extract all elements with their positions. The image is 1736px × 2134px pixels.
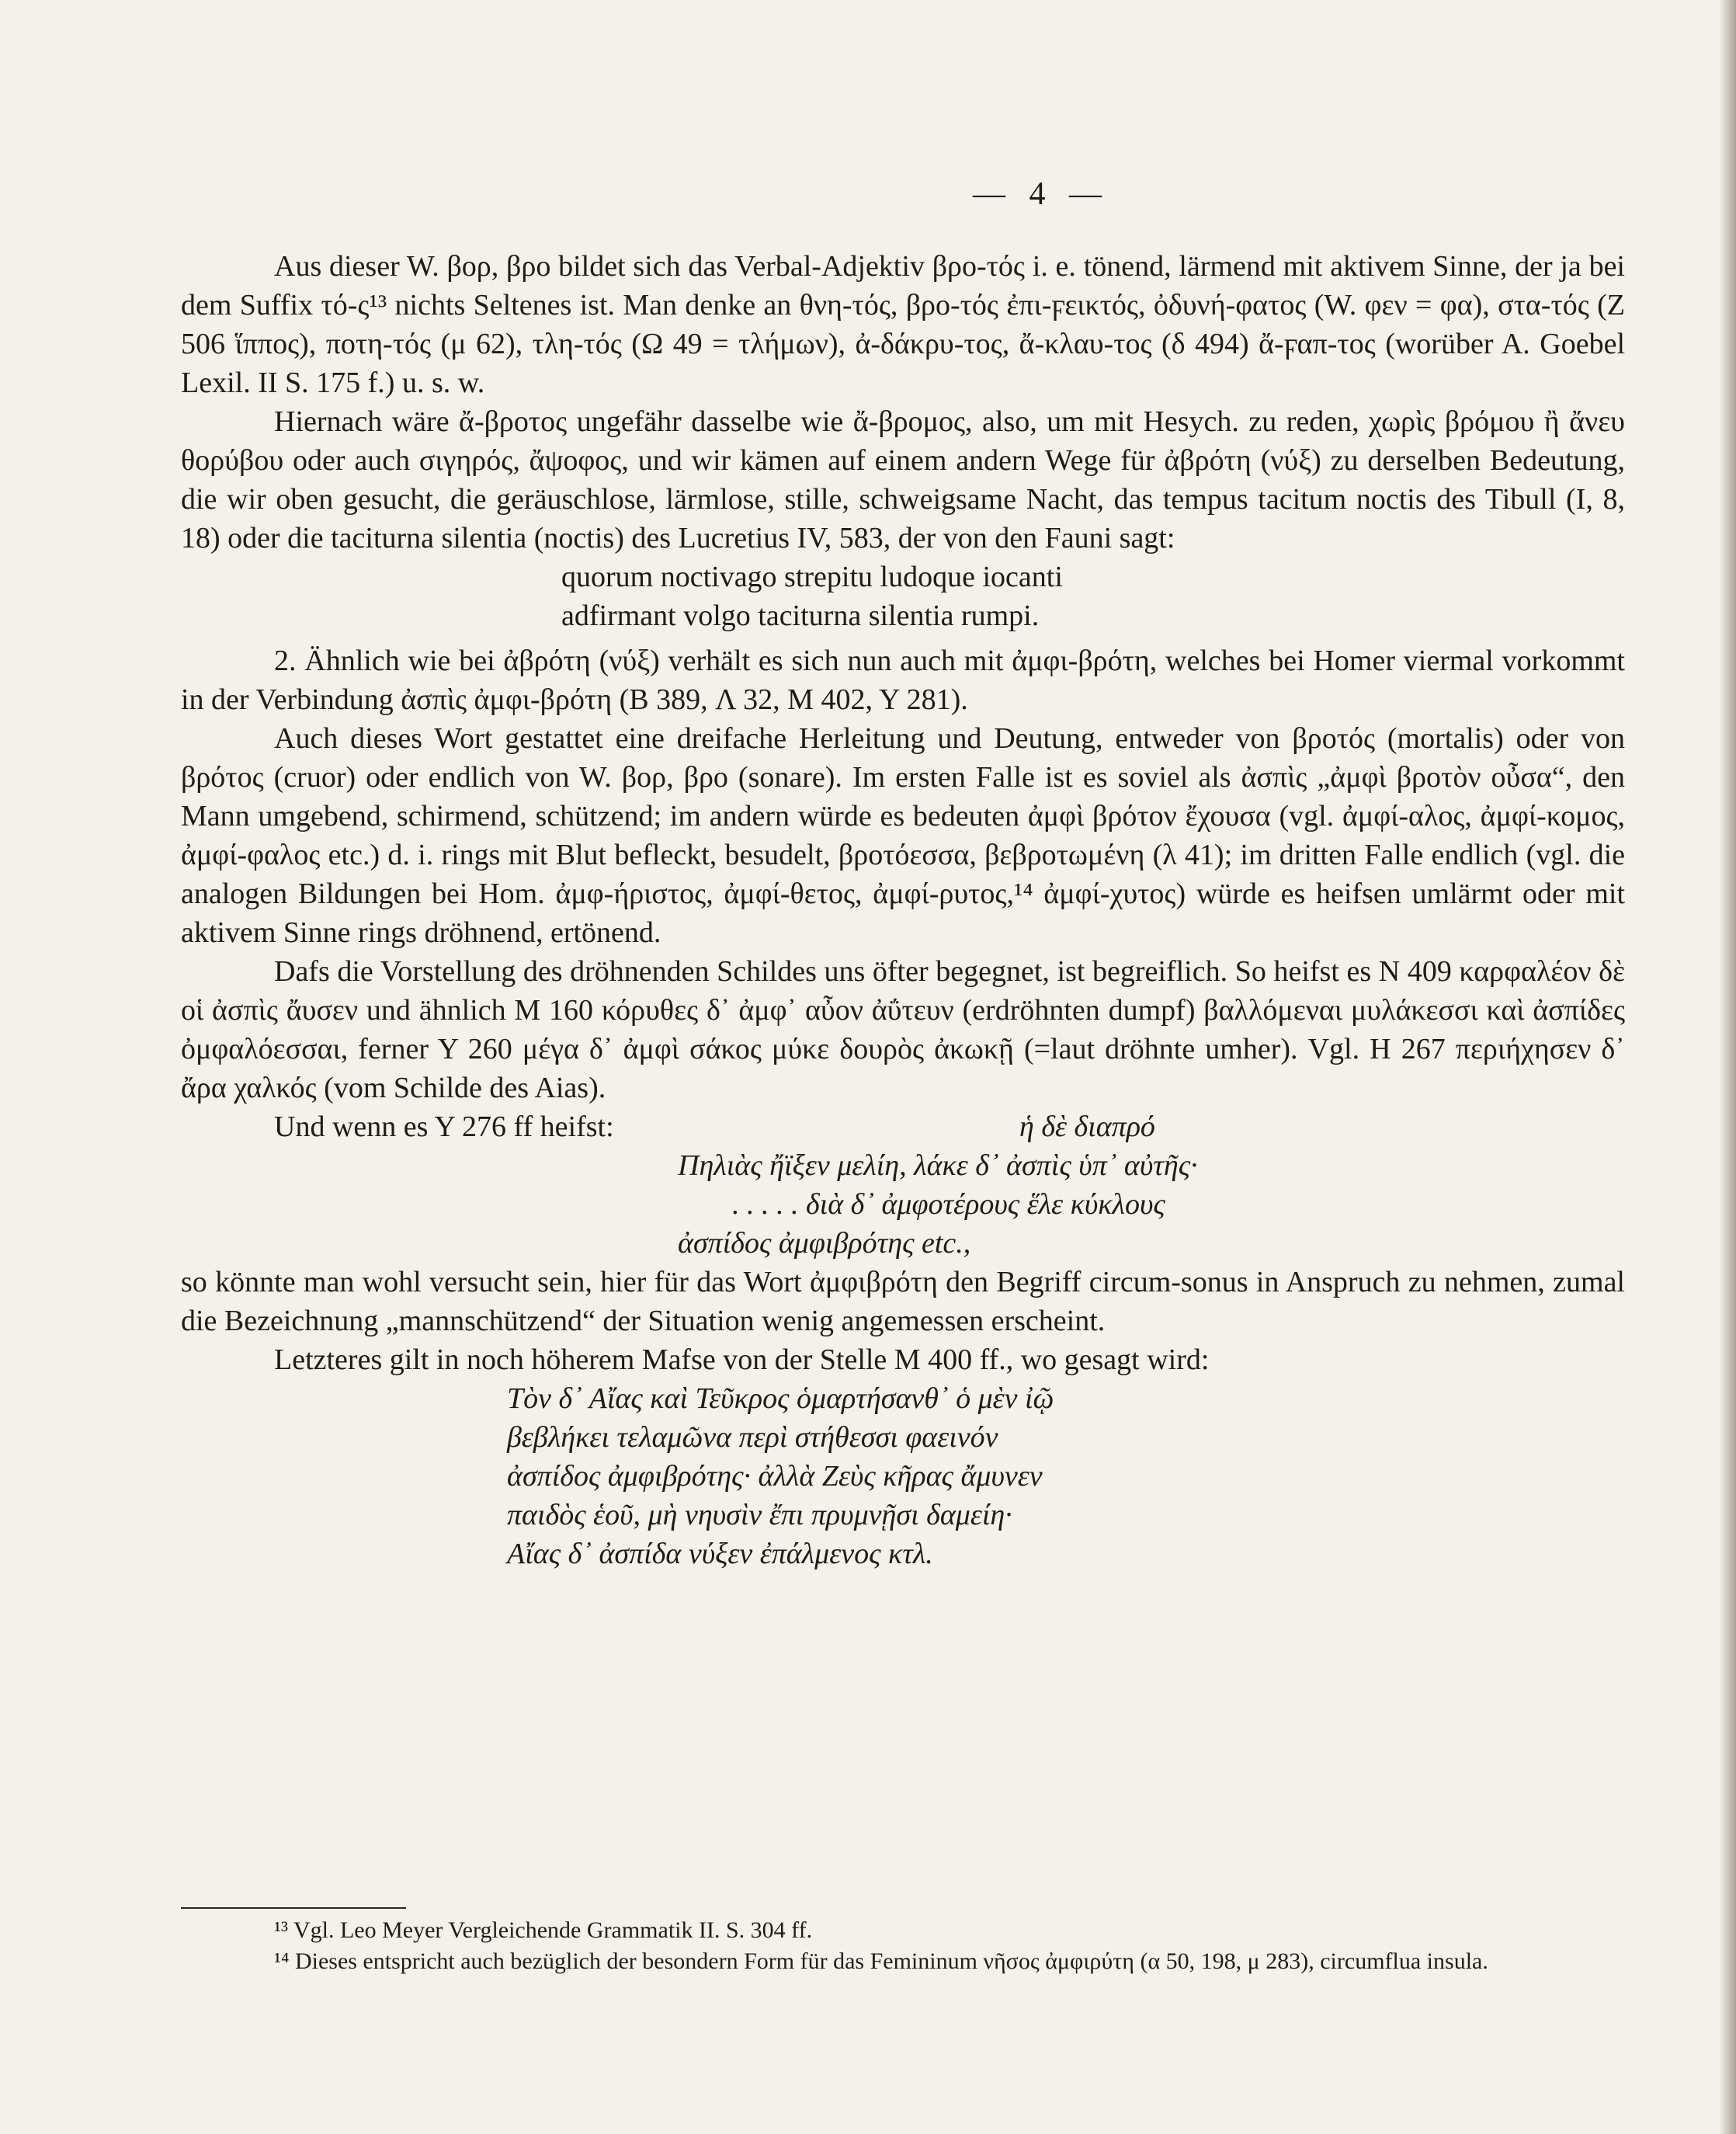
homer-m400-line-3: ἀσπίδος ἀμφιβρότης· ἀλλὰ Ζεὺς κῆρας ἄμυνεν — [507, 1460, 1043, 1493]
paragraph-5: Dafs die Vorstellung des dröhnenden Schildes uns öfter begegnet, ist begreiflich. So heifst es N 409 καρφαλέον δὲ οἱ ἀσπὶς ἄυσεν und ähnlich M 160 κόρυθες δ᾽ ἀμφ᾽ αὖον ἀΰτευν (erdröhnten dumpf) βαλλόμεναι μυλάκεσσι καὶ ἀσπίδες ὀμφαλόεσσαι, ferner Y 260 μέγα δ᾽ ἀμφὶ σάκος μύκε δουρὸς ἀκωκῇ (=laut dröhnte umher). Vgl. Η 267 περιήχησεν δ᾽ ἄρα χαλκός (vom Schilde des Aias). — [181, 955, 1625, 1104]
homer-y276-line-3: . . . . . διὰ δ᾽ ἀμφοτέρους ἕλε κύκλους — [732, 1188, 1165, 1221]
paragraph-1: Aus dieser W. βορ, βρο bildet sich das Verbal-Adjektiv βρο-τός i. e. tönend, lärmend mit aktivem Sinne, der ja bei dem Suffix τό-ς¹³ nichts Seltenes ist. Man denke an θνη-τός, βρο-τός ἐπι-ϝεικτός, ὀδυνή-φατος (W. φεν = φα), στα-τός (Z 506 ἵππος), ποτη-τός (μ 62), τλη-τός (Ω 49 = τλήμων), ἀ-δάκρυ-τος, ἄ-κλαυ-τος (δ 494) ἄ-ϝαπ-τος (worüber A. Goebel Lexil. II S. 175 f.) u. s. w. — [181, 250, 1625, 399]
homer-m400-line-5: Αἴας δ᾽ ἀσπίδα νύξεν ἐπάλμενος κτλ. — [507, 1538, 933, 1570]
footnote-14: ¹⁴ Dieses entspricht auch bezüglich der besondern Form für das Femininum νῆσος ἀμφιρύτη (α 50, 198, μ 283), circumflua insula. — [274, 1948, 1488, 1974]
paragraph-6: Und wenn es Y 276 ff heifst: — [274, 1110, 614, 1143]
footnote-rule — [181, 1907, 406, 1909]
homer-quote-m400 — [181, 1379, 1625, 1573]
homer-m400-line-2: βεβλήκει τελαμῶνα περὶ στήθεσσι φαεινόν — [507, 1421, 998, 1454]
homer-m400-line-4: παιδὸς ἑοῦ, μὴ νηυσὶν ἔπι πρυμνῇσι δαμείη· — [507, 1499, 1012, 1531]
footnote-13: ¹³ Vgl. Leo Meyer Vergleichende Grammatik II. S. 304 ff. — [274, 1917, 813, 1943]
page-edge-shadow — [1719, 0, 1736, 2134]
lucretius-line-2: adfirmant volgo taciturna silentia rumpi. — [561, 600, 1040, 632]
page-number: — 4 — — [973, 176, 1109, 212]
paragraph-2: Hiernach wäre ἄ-βροτος ungefähr dasselbe wie ἄ-βρομος, also, um mit Hesych. zu reden, χωρὶς βρόμου ἢ ἄνευ θορύβου oder auch σιγηρός, ἄψοφος, und wir kämen auf einem andern Wege für ἀβρότη (νύξ) zu derselben Bedeutung, die wir oben gesucht, die geräuschlose, lärmlose, stille, schweigsame Nacht, das tempus tacitum noctis des Tibull (I, 8, 18) oder die taciturna silentia (noctis) des Lucretius IV, 583, der von den Fauni sagt: — [181, 405, 1625, 554]
homer-y276-line-2: Πηλιὰς ἤϊξεν μελίη, λάκε δ᾽ ἀσπὶς ὑπ᾽ αὐτῆς· — [678, 1149, 1198, 1182]
homer-y276-line-1: ἡ δὲ διαπρό — [1019, 1110, 1155, 1143]
paragraph-4: Auch dieses Wort gestattet eine dreifache Herleitung und Deutung, entweder von βροτός (mortalis) oder von βρότος (cruor) oder endlich von W. βορ, βρο (sonare). Im ersten Falle ist es soviel als ἀσπὶς „ἀμφὶ βροτὸν οὖσα“, den Mann umgebend, schirmend, schützend; im andern würde es bedeuten ἀμφὶ βρότον ἔχουσα (vgl. ἀμφί-αλος, ἀμφί-κομος, ἀμφί-φαλος etc.) d. i. rings mit Blut befleckt, besudelt, βροτόεσσα, βεβροτωμένη (λ 41); im dritten Falle endlich (vgl. die analogen Bildungen bei Hom. ἀμφ-ήριστος, ἀμφί-θετος, ἀμφί-ρυτος,¹⁴ ἀμφί-χυτος) würde es heifsen umlärmt oder mit aktivem Sinne rings dröhnend, ertönend. — [181, 722, 1625, 949]
homer-m400-line-1: Τὸν δ᾽ Αἴας καὶ Τεῦκρος ὁμαρτήσανθ᾽ ὁ μὲν ἰῷ — [507, 1382, 1054, 1415]
paragraph-7: so könnte man wohl versucht sein, hier für das Wort ἀμφιβρότη den Begriff circum-sonus in Anspruch zu nehmen, zumal die Bezeichnung „mannschützend“ der Situation wenig angemessen erscheint. — [181, 1266, 1625, 1337]
lucretius-quote — [181, 558, 1625, 635]
main-text — [181, 247, 1625, 1573]
homer-y276-line-4: ἀσπίδος ἀμφιβρότης etc., — [678, 1227, 971, 1260]
footnote-area — [181, 1907, 1625, 1977]
paragraph-3: 2. Ähnlich wie bei ἀβρότη (νύξ) verhält es sich nun auch mit ἀμφι-βρότη, welches bei Homer viermal vorkommt in der Verbindung ἀσπὶς ἀμφι-βρότη (B 389, Λ 32, M 402, Y 281). — [181, 645, 1625, 716]
paragraph-8: Letzteres gilt in noch höherem Mafse von der Stelle M 400 ff., wo gesagt wird: — [274, 1343, 1210, 1376]
lucretius-line-1: quorum noctivago strepitu ludoque iocanti — [561, 561, 1063, 593]
